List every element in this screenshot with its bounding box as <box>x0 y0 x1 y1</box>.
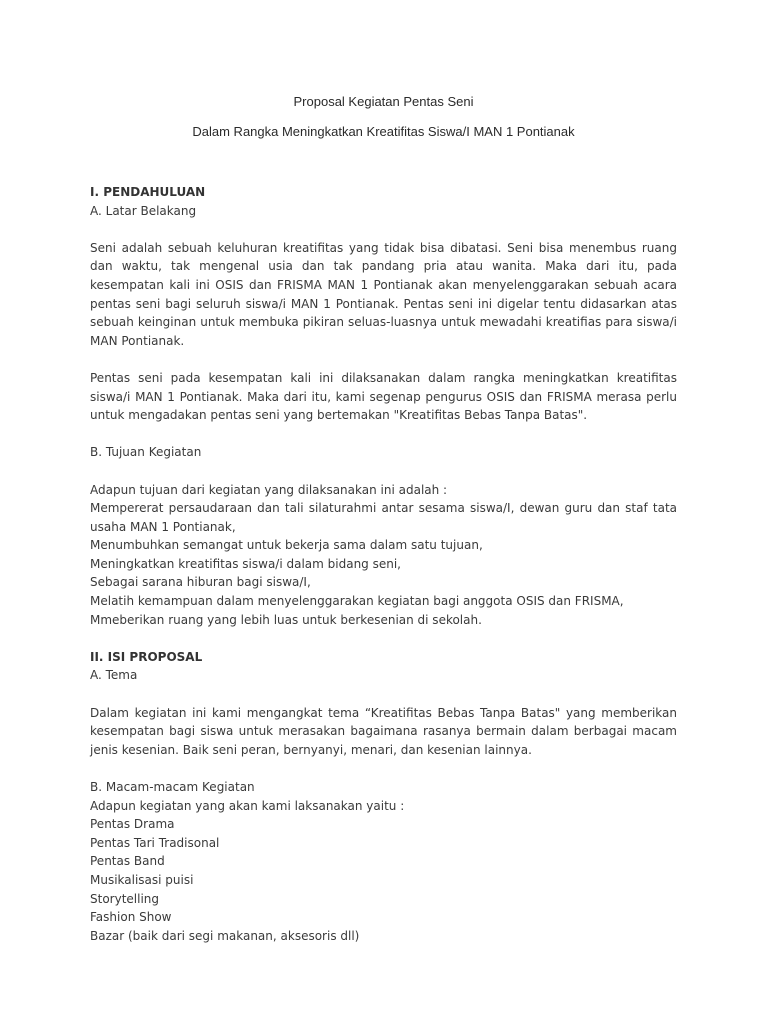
list-item: Sebagai sarana hiburan bagi siswa/I, <box>90 575 311 590</box>
paragraph-latar-belakang-1: Seni adalah sebuah keluhuran kreatifitas yang tidak bisa dibatasi. Seni bisa menembus ruang dan waktu, tak mengenal usia dan tak pandang pria atau wanita. Maka dari itu, pada kesempatan kali ini OSIS dan FRISMA MAN 1 Pontianak akan menyelenggarakan sebuah acara pentas seni bagi seluruh siswa/i MAN 1 Pontianak. Pentas seni ini digelar tentu didasarkan atas sebuah keinginan untuk membuka pikiran seluas-luasnya untuk mewadahi kreatifias para siswa/i MAN Pontianak. <box>90 240 677 348</box>
tujuan-intro: Adapun tujuan dari kegiatan yang dilaksanakan ini adalah : <box>90 482 448 497</box>
subsection-heading-macam-kegiatan: B. Macam-macam Kegiatan <box>90 780 255 794</box>
document-body <box>90 183 677 945</box>
subsection-heading-tujuan: B. Tujuan Kegiatan <box>90 445 202 460</box>
list-item: Melatih kemampuan dalam menyelenggarakan kegiatan bagi anggota OSIS dan FRISMA, <box>90 594 624 609</box>
list-item: Mempererat persaudaraan dan tali silaturahmi antar sesama siswa/I, dewan guru dan staf tata usaha MAN 1 Pontianak, <box>90 501 677 534</box>
list-item: Pentas Tari Tradisonal <box>90 835 220 850</box>
document-subtitle: Dalam Rangka Meningkatkan Kreatifitas Siswa/I MAN 1 Pontianak <box>192 124 575 139</box>
list-item: Musikalisasi puisi <box>90 872 194 887</box>
list-item: Mmeberikan ruang yang lebih luas untuk berkesenian di sekolah. <box>90 612 482 627</box>
paragraph-tema: Dalam kegiatan ini kami mengangkat tema “Kreatifitas Bebas Tanpa Batas" yang memberikan kesempatan bagi siswa untuk merasakan bagaimana rasanya bermain dalam berbagai macam jenis kesenian. Baik seni peran, bernyanyi, menari, dan kesenian lainnya. <box>90 705 677 757</box>
kegiatan-intro: Adapun kegiatan yang akan kami laksanakan yaitu : <box>90 798 405 813</box>
list-item: Fashion Show <box>90 910 172 925</box>
document-title: Proposal Kegiatan Pentas Seni <box>293 94 474 109</box>
list-item: Meningkatkan kreatifitas siswa/i dalam bidang seni, <box>90 556 401 571</box>
section-heading-isi-proposal: II. ISI PROPOSAL <box>90 649 203 664</box>
list-item: Pentas Drama <box>90 817 175 832</box>
list-item: Pentas Band <box>90 854 165 869</box>
list-item: Menumbuhkan semangat untuk bekerja sama dalam satu tujuan, <box>90 538 483 553</box>
subsection-heading-tema: A. Tema <box>90 668 138 683</box>
section-heading-pendahuluan: I. PENDAHULUAN <box>90 185 206 199</box>
list-item: Bazar (baik dari segi makanan, aksesoris dll) <box>90 928 360 943</box>
paragraph-latar-belakang-2: Pentas seni pada kesempatan kali ini dilaksanakan dalam rangka meningkatkan kreatifitas siswa/i MAN 1 Pontianak. Maka dari itu, kami segenap pengurus OSIS dan FRISMA merasa perlu untuk mengadakan pentas seni yang bertemakan "Kreatifitas Bebas Tanpa Batas". <box>90 370 677 423</box>
list-item: Storytelling <box>90 891 160 906</box>
subsection-heading-latar-belakang: A. Latar Belakang <box>90 203 197 218</box>
